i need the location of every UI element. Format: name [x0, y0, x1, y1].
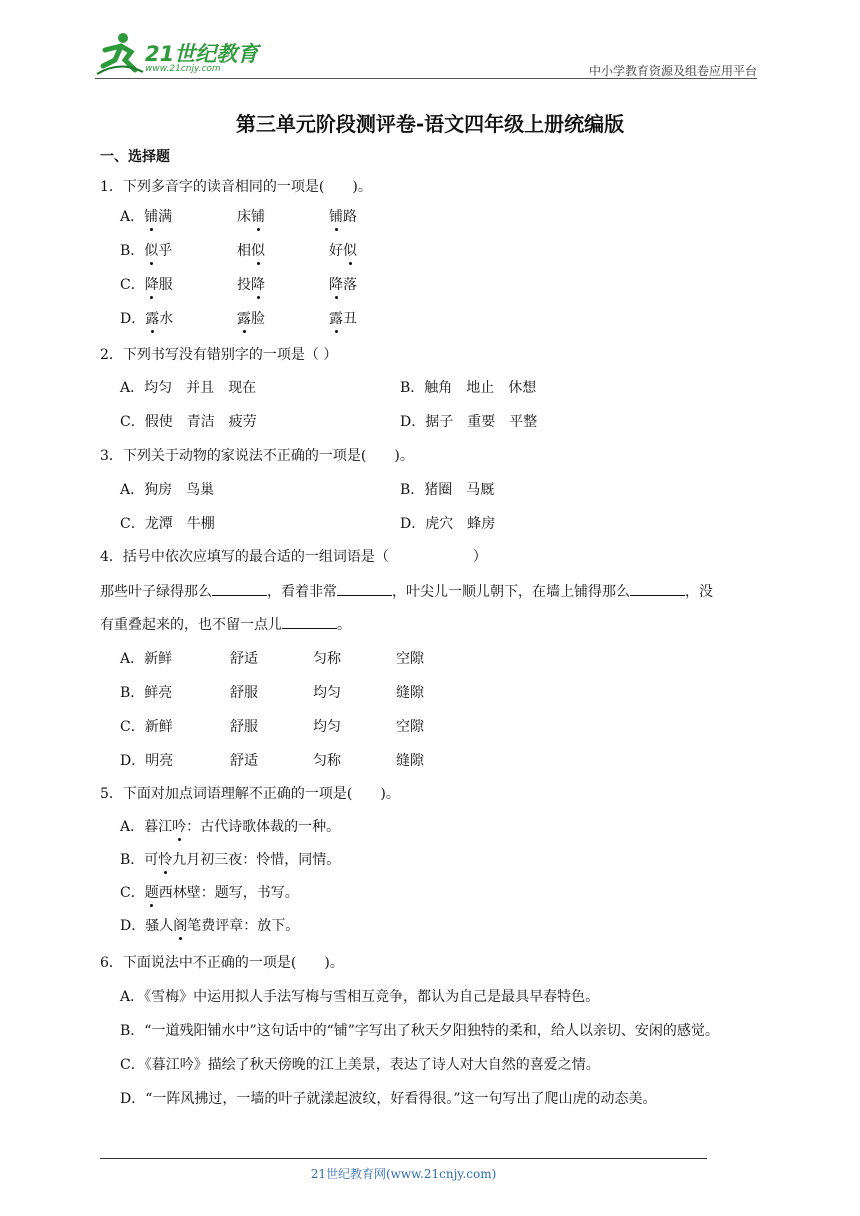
emphasis-char: 露	[237, 308, 251, 328]
emphasis-char: 铺	[144, 206, 158, 226]
option-label: A．	[120, 209, 145, 225]
emphasis-char: 降	[329, 274, 343, 294]
question-3-stem: 3．下列关于动物的家说法不正确的一项是( )。	[100, 448, 414, 464]
passage-text: ，没	[685, 584, 713, 600]
word-char: 水	[159, 311, 174, 327]
question-3-option-c: C．龙潭 牛棚	[120, 516, 215, 532]
option-word	[329, 274, 357, 294]
option-label: B．	[120, 243, 145, 259]
option-word	[329, 308, 357, 328]
passage-text: 有重叠起来的，也不留一点儿	[100, 617, 282, 633]
text: 西林壁：题写，书写。	[158, 885, 299, 901]
word-char: 乎	[158, 243, 173, 259]
word-char: 满	[158, 209, 173, 225]
text: D．骚人	[120, 918, 174, 934]
question-3-option-d: D．虎穴 蜂房	[400, 516, 496, 532]
logo-text: 21世纪教育	[145, 42, 259, 66]
footer-divider	[100, 1158, 707, 1159]
word-char: 脸	[251, 311, 265, 327]
option-word	[237, 308, 265, 328]
option-word	[329, 206, 357, 226]
text: ：古代诗歌体裁的一种。	[186, 819, 341, 835]
question-6-option-c: C．《暮江吟》描绘了秋天傍晚的江上美景，表达了诗人对大自然的喜爱之情。	[120, 1057, 600, 1073]
question-4-option-a-word-1: A．新鲜	[120, 651, 173, 667]
header-platform-text: 中小学教育资源及组卷应用平台	[588, 64, 757, 78]
passage-text: 那些叶子绿得那么	[100, 584, 212, 600]
question-5-option-a	[120, 816, 340, 836]
question-1-stem: 1．下列多音字的读音相同的一项是( )。	[100, 179, 372, 195]
question-4-option-b-word-2: 舒服	[230, 685, 258, 701]
page-title: 第三单元阶段测评卷-语文四年级上册统编版	[235, 112, 625, 136]
question-5-option-c	[120, 882, 299, 902]
blank	[337, 583, 392, 596]
question-2-stem: 2．下列书写没有错别字的一项是（ ）	[100, 347, 338, 363]
word-char: 落	[343, 277, 357, 293]
emphasis-char: 铺	[329, 206, 343, 226]
word-char: 投	[237, 277, 251, 293]
section-heading: 一、选择题	[100, 149, 170, 165]
emphasis-char: 露	[145, 308, 159, 328]
option-label: C．	[120, 277, 145, 293]
emphasis-char: 似	[251, 240, 265, 260]
question-6-stem: 6．下面说法中不正确的一项是( )。	[100, 955, 344, 971]
word-char: 路	[343, 209, 357, 225]
question-2-option-b: B．触角 地止 休想	[400, 380, 537, 396]
question-4-option-a-word-2: 舒适	[230, 651, 258, 667]
logo-url: www.21cnjy.com	[145, 64, 221, 74]
passage-text: ，叶尖儿一顺儿朝下，在墙上铺得那么	[392, 584, 630, 600]
text: A．	[120, 819, 145, 835]
question-4-option-d-word-2: 舒适	[230, 753, 258, 769]
text: 笔费评章：放下。	[187, 918, 300, 934]
logo	[95, 30, 265, 78]
emphasis-char: 吟	[172, 816, 186, 836]
blank	[282, 616, 337, 629]
emphasis-char: 降	[145, 274, 159, 294]
blank	[212, 583, 267, 596]
question-4-option-b-word-1: B．鲜亮	[120, 685, 173, 701]
question-4-option-c-word-1: C．新鲜	[120, 719, 173, 735]
question-5-option-b	[120, 849, 340, 869]
emphasis-char: 降	[251, 274, 265, 294]
question-2-option-d: D．据子 重要 平整	[400, 414, 538, 430]
word-char: 丑	[343, 311, 357, 327]
emphasis-char: 铺	[251, 206, 265, 226]
text: B．可	[120, 852, 159, 868]
emphasis-char: 阁	[173, 915, 187, 935]
question-4-option-a-word-3: 匀称	[313, 651, 341, 667]
page-header	[95, 30, 757, 80]
question-3-option-a: A．狗房 鸟巢	[120, 482, 215, 498]
question-6-option-d: D．“一阵风拂过，一墙的叶子就漾起波纹，好看得很。”这一句写出了爬山虎的动态美。	[120, 1091, 657, 1107]
emphasis-char: 怜	[158, 849, 172, 869]
emphasis-char: 似	[144, 240, 158, 260]
blank	[630, 583, 685, 596]
word-char: 床	[237, 209, 251, 225]
question-2-option-a: A．均匀 并且 现在	[120, 380, 257, 396]
word-char: 服	[158, 277, 173, 293]
word-char: 相	[237, 243, 251, 259]
question-4-stem: 4．括号中依次应填写的最合适的一组词语是（ ）	[100, 549, 487, 565]
text: 九月初三夜：怜惜，同情。	[172, 852, 341, 868]
question-4-option-c-word-2: 舒服	[230, 719, 258, 735]
question-2-option-c: C．假使 青洁 疲劳	[120, 414, 257, 430]
emphasis-char: 似	[343, 240, 357, 260]
question-1-option-d	[120, 308, 173, 328]
option-word	[237, 274, 265, 294]
question-4-option-a-word-4: 空隙	[396, 651, 424, 667]
question-4-option-d-word-3: 匀称	[313, 753, 341, 769]
question-4-option-b-word-3: 均匀	[313, 685, 341, 701]
question-4-passage-line-1	[100, 581, 762, 601]
question-3-option-b: B．猪圈 马厩	[400, 482, 495, 498]
question-4-option-c-word-3: 均匀	[313, 719, 341, 735]
text: C．	[120, 885, 145, 901]
emphasis-char: 题	[145, 882, 159, 902]
runner-logo-icon	[95, 30, 145, 76]
question-5-option-d	[120, 915, 299, 935]
option-word	[237, 240, 265, 260]
footer-link[interactable]: 21世纪教育网(www.21cnjy.com)	[310, 1167, 497, 1181]
option-label: D．	[120, 311, 146, 327]
header-divider	[95, 78, 757, 79]
text: 暮江	[144, 819, 173, 835]
word-char: 好	[329, 243, 343, 259]
question-6-option-a: A．《雪梅》中运用拟人手法写梅与雪相互竞争，都认为自己是最具早春特色。	[120, 989, 600, 1005]
emphasis-char: 露	[329, 308, 343, 328]
question-5-stem: 5．下面对加点词语理解不正确的一项是( )。	[100, 786, 400, 802]
passage-text: 。	[337, 617, 351, 633]
question-4-option-c-word-4: 空隙	[396, 719, 424, 735]
question-1-option-c	[120, 274, 173, 294]
option-word	[329, 240, 357, 260]
question-1-option-a	[120, 206, 172, 226]
question-6-option-b: B．“一道残阳铺水中”这句话中的“铺”字写出了秋天夕阳独特的柔和，给人以亲切、安闲的感觉。	[120, 1023, 719, 1039]
question-1-option-b	[120, 240, 172, 260]
question-4-option-d-word-4: 缝隙	[396, 753, 424, 769]
question-4-option-b-word-4: 缝隙	[396, 685, 424, 701]
option-word	[237, 206, 265, 226]
question-4-option-d-word-1: D．明亮	[120, 753, 174, 769]
question-4-passage-line-2	[100, 614, 762, 634]
passage-text: ，看着非常	[267, 584, 337, 600]
